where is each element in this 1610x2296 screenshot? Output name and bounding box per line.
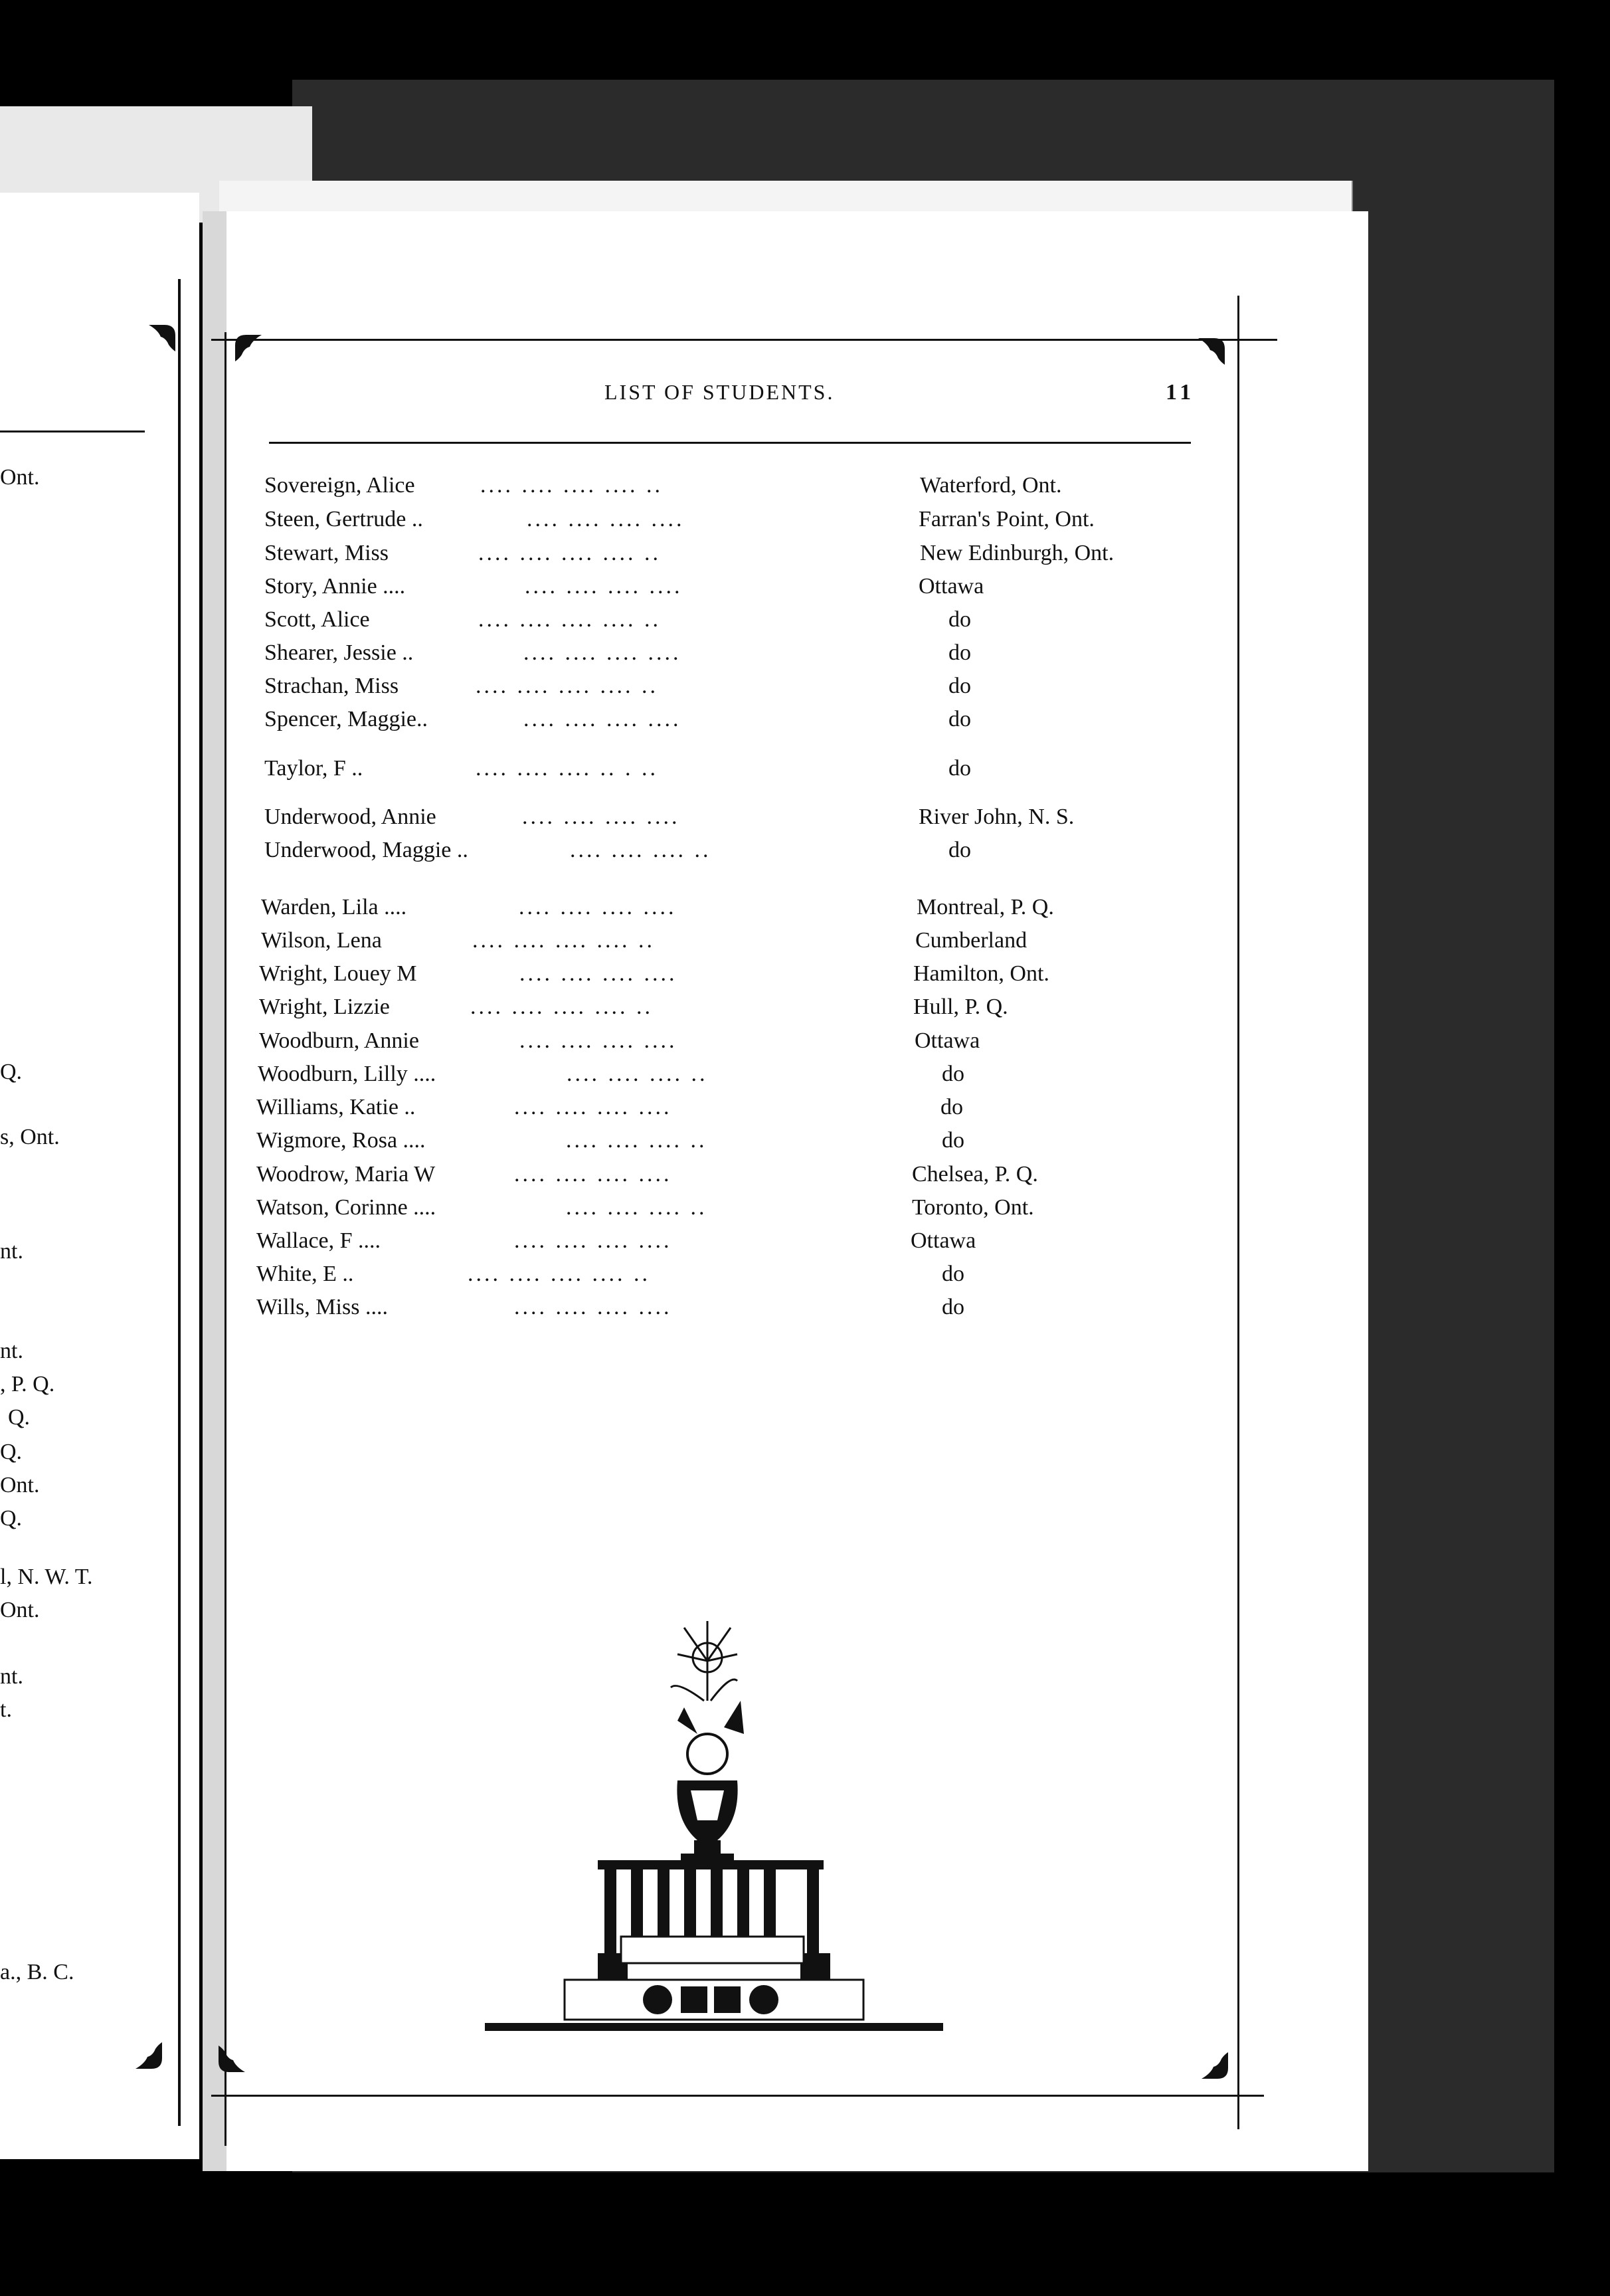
leader-dots: .... .... .... ....	[523, 640, 681, 665]
student-row	[264, 707, 1194, 740]
leader-dots: .... .... .... ....	[527, 507, 685, 531]
leader-dots: .... .... .... ....	[525, 574, 683, 599]
left-page-border-line	[178, 279, 181, 2126]
student-name: Wills, Miss ....	[256, 1295, 388, 1319]
student-place: do	[948, 756, 971, 781]
leader-dots: .... .... .... ....	[514, 1162, 672, 1187]
student-name: Wright, Louey M	[259, 961, 417, 986]
student-place: do	[948, 707, 971, 731]
student-place: do	[948, 640, 971, 665]
left-fragment: Ont.	[0, 1473, 40, 1497]
student-row	[259, 1028, 1189, 1062]
student-row	[264, 574, 1194, 607]
student-name: Scott, Alice	[264, 607, 370, 632]
student-row	[264, 756, 1194, 789]
student-name: Strachan, Miss	[264, 674, 399, 698]
leader-dots: .... .... .... .... ..	[470, 995, 653, 1019]
urn-balustrade-ornament	[478, 1621, 950, 2046]
student-place: Toronto, Ont.	[912, 1195, 1034, 1220]
student-place: do	[940, 1095, 963, 1119]
student-row	[264, 640, 1194, 674]
corner-ornament-icon	[232, 332, 264, 364]
student-name: Underwood, Annie	[264, 805, 436, 829]
corner-ornament-icon	[1199, 2050, 1231, 2081]
student-place: do	[948, 607, 971, 632]
student-row	[261, 928, 1191, 961]
student-place: do	[948, 674, 971, 698]
corner-ornament-icon	[1196, 335, 1227, 367]
student-name: Woodburn, Lilly ....	[258, 1062, 436, 1086]
student-name: Watson, Corinne ....	[256, 1195, 436, 1220]
student-place: Cumberland	[915, 928, 1028, 953]
student-name: Stewart, Miss	[264, 541, 389, 565]
student-name: Spencer, Maggie..	[264, 707, 428, 731]
top-border-rule	[211, 339, 1277, 341]
student-place: do	[942, 1262, 964, 1286]
leader-dots: .... .... .... ....	[519, 961, 677, 986]
student-name: Wigmore, Rosa ....	[256, 1128, 426, 1153]
left-page-header-rule	[0, 430, 145, 432]
leader-dots: .... .... .... ..	[566, 1195, 707, 1220]
student-place: Waterford, Ont.	[920, 473, 1062, 498]
left-fragment: a., B. C.	[0, 1960, 74, 1984]
student-row	[256, 1162, 1186, 1195]
leader-dots: .... .... .... .. . ..	[476, 756, 658, 781]
student-name: Shearer, Jessie ..	[264, 640, 414, 665]
student-name: Woodburn, Annie	[259, 1028, 419, 1053]
corner-ornament-icon	[133, 2040, 165, 2071]
student-name: Story, Annie ....	[264, 574, 406, 599]
leader-dots: .... .... .... ....	[514, 1295, 672, 1319]
student-row	[259, 995, 1189, 1028]
leader-dots: .... .... .... ....	[519, 1028, 677, 1053]
student-row	[256, 1262, 1186, 1295]
student-row	[264, 541, 1194, 574]
leader-dots: .... .... .... ..	[570, 838, 711, 862]
student-place: Hull, P. Q.	[913, 995, 1008, 1019]
student-row	[256, 1228, 1186, 1262]
student-row	[264, 674, 1194, 707]
student-name: Sovereign, Alice	[264, 473, 415, 498]
left-fragment: Q.	[0, 1440, 23, 1464]
leader-dots: .... .... .... .... ..	[478, 607, 661, 632]
student-place: do	[942, 1295, 964, 1319]
left-fragment: Ont.	[0, 465, 40, 490]
leader-dots: .... .... .... .... ..	[478, 541, 661, 565]
student-place: do	[942, 1128, 964, 1153]
student-row	[256, 1128, 1186, 1161]
left-fragment: nt.	[0, 1239, 23, 1264]
leader-dots: .... .... .... ....	[523, 707, 681, 731]
left-fragment: t.	[0, 1697, 12, 1722]
left-fragment: nt.	[0, 1339, 23, 1363]
corner-ornament-icon	[216, 2043, 248, 2075]
student-place: Farran's Point, Ont.	[919, 507, 1095, 531]
page-number: 11	[1166, 380, 1196, 405]
left-fragment: l, N. W. T.	[0, 1565, 93, 1589]
leader-dots: .... .... .... .... ..	[468, 1262, 650, 1286]
leader-dots: .... .... .... .... ..	[476, 674, 658, 698]
student-name: Wilson, Lena	[261, 928, 382, 953]
leader-dots: .... .... .... ....	[522, 805, 680, 829]
student-row	[256, 1295, 1186, 1328]
left-fragment: Q.	[0, 1060, 23, 1084]
student-name: Taylor, F ..	[264, 756, 363, 781]
student-place: Hamilton, Ont.	[913, 961, 1049, 986]
page-edge-behind	[219, 181, 1353, 214]
student-row	[264, 507, 1194, 540]
student-place: Ottawa	[915, 1028, 980, 1053]
bottom-border-rule	[211, 2095, 1264, 2097]
student-row	[258, 1062, 1188, 1095]
leader-dots: .... .... .... ....	[514, 1228, 672, 1253]
student-place: Montreal, P. Q.	[917, 895, 1054, 919]
left-fragment: Q.	[0, 1506, 23, 1531]
leader-dots: .... .... .... .... ..	[480, 473, 663, 498]
student-place: Chelsea, P. Q.	[912, 1162, 1038, 1187]
right-border-rule	[1237, 296, 1239, 2129]
left-fragment: Ont.	[0, 1598, 40, 1622]
left-fragment: nt.	[0, 1664, 23, 1689]
leader-dots: .... .... .... ....	[514, 1095, 672, 1119]
student-name: Williams, Katie ..	[256, 1095, 416, 1119]
left-fragment: s, Ont.	[0, 1125, 60, 1149]
student-place: do	[942, 1062, 964, 1086]
student-name: Steen, Gertrude ..	[264, 507, 423, 531]
student-name: White, E ..	[256, 1262, 354, 1286]
student-name: Woodrow, Maria W	[256, 1162, 436, 1187]
student-place: Ottawa	[919, 574, 984, 599]
student-place: New Edinburgh, Ont.	[920, 541, 1115, 565]
student-name: Wright, Lizzie	[259, 995, 390, 1019]
leader-dots: .... .... .... ..	[567, 1062, 708, 1086]
left-border-rule	[224, 332, 226, 2146]
left-fragment: , P. Q.	[0, 1372, 55, 1396]
page-title: LIST OF STUDENTS.	[604, 380, 835, 404]
leader-dots: .... .... .... ....	[519, 895, 677, 919]
student-row	[256, 1095, 1186, 1128]
student-place: River John, N. S.	[919, 805, 1075, 829]
student-row	[264, 473, 1194, 506]
student-row	[261, 895, 1191, 928]
book-binding-shadow	[203, 211, 226, 2171]
leader-dots: .... .... .... .... ..	[472, 928, 655, 953]
student-row	[264, 805, 1194, 838]
student-row	[256, 1195, 1186, 1228]
leader-dots: .... .... .... ..	[566, 1128, 707, 1153]
student-place: do	[948, 838, 971, 862]
student-place: Ottawa	[911, 1228, 976, 1253]
header-rule	[269, 442, 1191, 444]
left-fragment: Q.	[8, 1405, 31, 1430]
student-row	[264, 838, 1194, 871]
student-name: Warden, Lila ....	[261, 895, 407, 919]
student-row	[259, 961, 1189, 995]
corner-ornament-icon	[146, 322, 178, 354]
student-row	[264, 607, 1194, 640]
student-name: Underwood, Maggie ..	[264, 838, 468, 862]
student-name: Wallace, F ....	[256, 1228, 381, 1253]
